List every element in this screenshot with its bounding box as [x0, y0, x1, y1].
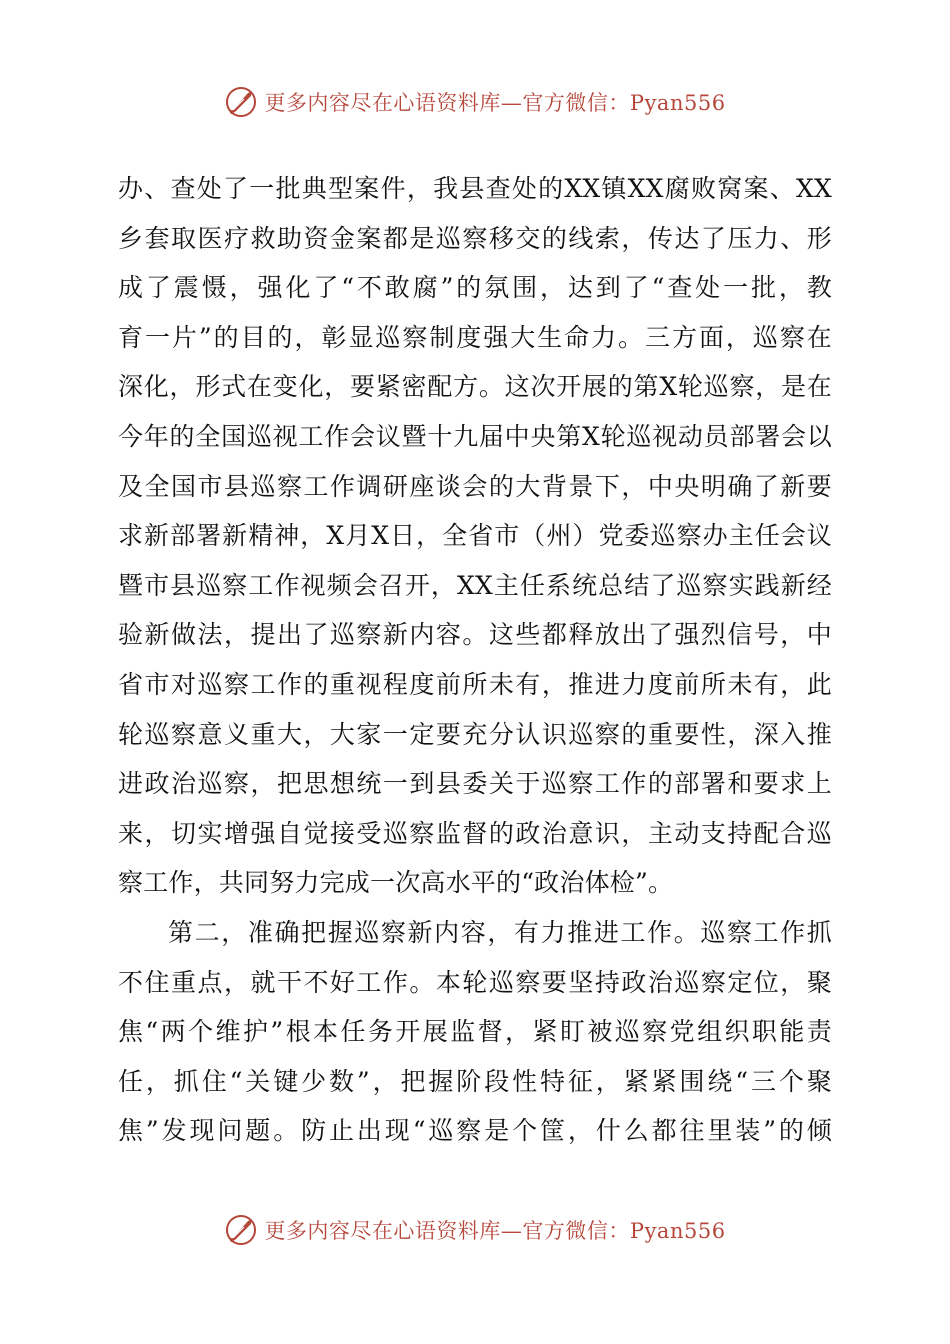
quill-pen-logo-icon [224, 85, 258, 119]
footer-banner [0, 1210, 950, 1250]
document-body [118, 164, 832, 1156]
text-line: 验新做法，提出了巡察新内容。这些都释放出了强烈信号，中 [118, 620, 832, 650]
paragraph-2 [118, 908, 832, 1156]
text-line: 深化，形式在变化，要紧密配方。这次开展的第X轮巡察，是在 [118, 372, 832, 402]
text-line: 办、查处了一批典型案件，我县查处的XX镇XX腐败窝案、XX [118, 174, 832, 203]
text-line: 来，切实增强自觉接受巡察监督的政治意识，主动支持配合巡 [118, 818, 832, 848]
text-line: 不住重点，就干不好工作。本轮巡察要坚持政治巡察定位，聚 [118, 967, 832, 997]
paragraph-1 [118, 164, 832, 908]
text-line: 焦“两个维护”根本任务开展监督，紧盯被巡察党组织职能责 [118, 1017, 832, 1047]
text-line: 省市对巡察工作的重视程度前所未有，推进力度前所未有，此 [118, 669, 832, 699]
footer-brand-text: 更多内容尽在心语资料库—官方微信：Pyan556 [264, 1219, 726, 1243]
text-line: 暨市县巡察工作视频会召开，XX主任系统总结了巡察实践新经 [118, 570, 832, 600]
text-line: 察工作，共同努力完成一次高水平的“政治体检”。 [118, 868, 674, 898]
text-line: 今年的全国巡视工作会议暨十九届中央第X轮巡视动员部署会以 [118, 421, 832, 451]
text-line: 及全国市县巡察工作调研座谈会的大背景下，中央明确了新要 [118, 471, 832, 501]
text-line: 成了震慑，强化了“不敢腐”的氛围，达到了“查处一批，教 [118, 273, 832, 303]
quill-pen-logo-icon [224, 1213, 258, 1247]
text-line: 求新部署新精神，X月X日，全省市（州）党委巡察办主任会议 [118, 521, 832, 551]
header-brand-text: 更多内容尽在心语资料库—官方微信：Pyan556 [264, 91, 726, 115]
text-line: 第二，准确把握巡察新内容，有力推进工作。巡察工作抓 [168, 917, 832, 947]
text-line: 乡套取医疗救助资金案都是巡察移交的线索，传达了压力、形 [118, 223, 832, 253]
text-line: 轮巡察意义重大，大家一定要充分认识巡察的重要性，深入推 [118, 719, 832, 749]
text-line: 任，抓住“关键少数”，把握阶段性特征，紧紧围绕“三个聚 [118, 1066, 832, 1096]
text-line: 育一片”的目的，彰显巡察制度强大生命力。三方面，巡察在 [118, 322, 832, 352]
header-banner [0, 82, 950, 122]
text-line: 焦”发现问题。防止出现“巡察是个筐，什么都往里装”的倾 [118, 1116, 832, 1146]
text-line: 进政治巡察，把思想统一到县委关于巡察工作的部署和要求上 [118, 769, 832, 799]
